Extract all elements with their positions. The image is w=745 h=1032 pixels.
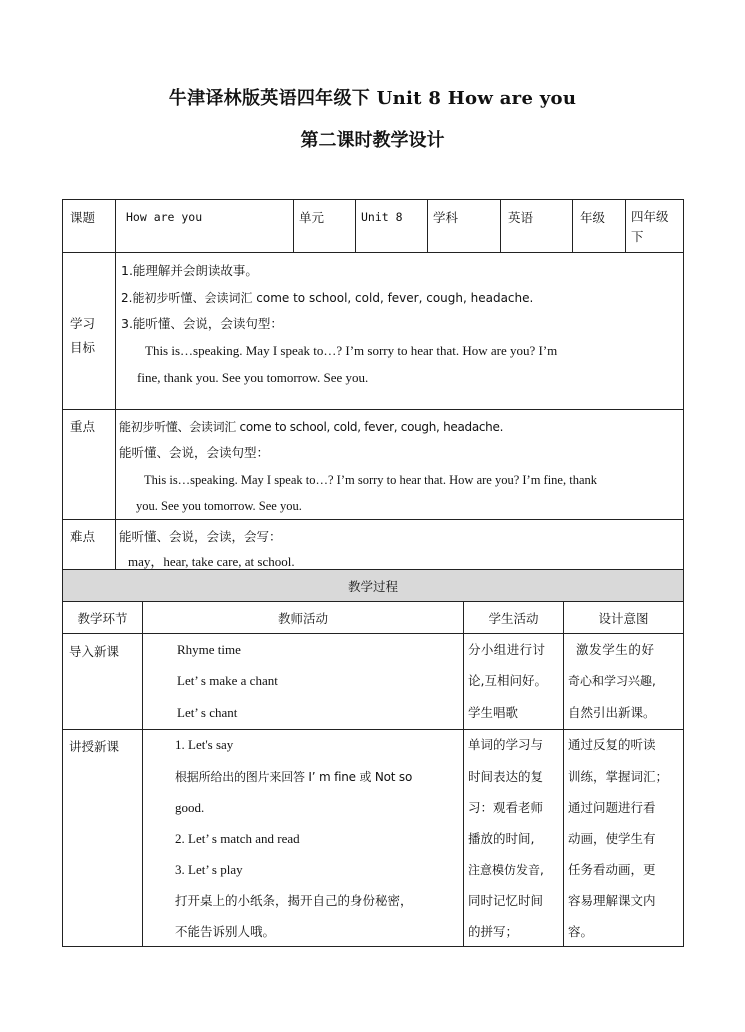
- document-subtitle: 第二课时教学设计: [300, 130, 445, 151]
- design-intent-line: 动画，使学生有: [568, 831, 656, 846]
- student-activity-line: 同时记忆时间: [468, 893, 544, 908]
- objectives-content: [116, 253, 684, 410]
- objective-line: 2.能初步听懂、会读词汇 come to school, cold, fever, cough, headache.: [121, 291, 534, 305]
- column-header: 教师活动: [143, 602, 464, 634]
- teacher-activity-line: 2. Let’ s match and read: [175, 831, 300, 846]
- student-activity-line: 习：观看老师: [468, 800, 544, 815]
- design-intent-cell: [564, 730, 684, 947]
- stage-cell: 讲授新课: [63, 730, 143, 947]
- design-intent-line: 奇心和学习兴趣,: [568, 674, 656, 688]
- key-point-line: you. See you tomorrow. See you.: [136, 499, 302, 513]
- student-activity-line: 的拼写；: [468, 924, 519, 939]
- key-point-line: 能初步听懂、会读词汇 come to school, cold, fever, cough, headache.: [119, 420, 504, 434]
- teacher-activity-line: 3. Let’ s play: [175, 862, 243, 877]
- unit-label: 单元: [294, 200, 356, 253]
- student-activity-cell: [464, 730, 564, 947]
- student-activity-line: 播放的时间,: [468, 831, 535, 846]
- column-header: 教学环节: [63, 602, 143, 634]
- stage-cell: 导入新课: [63, 634, 143, 730]
- teacher-activity-line: 不能告诉别人哦。: [175, 924, 276, 939]
- objective-line: fine, thank you. See you tomorrow. See you.: [137, 370, 369, 385]
- difficulty-line: may，hear, take care, at school.: [128, 554, 295, 569]
- key-point-line: 能听懂、会说，会读句型：: [119, 445, 270, 460]
- teacher-activity-line: Let’ s chant: [177, 705, 238, 720]
- design-intent-line: 容。: [568, 924, 594, 939]
- difficulties-label: 难点: [63, 520, 116, 574]
- grade-value: 四年级下: [626, 200, 684, 253]
- student-activity-line: 分小组进行讨: [468, 642, 546, 657]
- difficulty-line: 能听懂、会说，会读，会写：: [119, 529, 282, 544]
- design-intent-line: 容易理解课文内: [568, 893, 656, 908]
- student-activity-line: 注意模仿发音,: [468, 863, 544, 877]
- process-header: 教学过程: [63, 570, 684, 602]
- design-intent-line: 通过反复的听读: [568, 737, 656, 752]
- subject-label: 学科: [428, 200, 501, 253]
- objective-line: 1.能理解并会朗读故事。: [121, 263, 258, 278]
- teacher-activity-line: good.: [175, 800, 205, 815]
- column-header: 设计意图: [564, 602, 684, 634]
- design-intent-cell: [564, 634, 684, 730]
- unit-value: Unit 8: [356, 200, 428, 253]
- design-intent-line: 训练，掌握词汇；: [568, 769, 669, 784]
- document-title: 牛津译林版英语四年级下 Unit 8 How are you: [168, 88, 577, 109]
- difficulties-content: [116, 520, 684, 574]
- teacher-activity-line: 1. Let's say: [175, 737, 234, 752]
- student-activity-line: 论,互相问好。: [468, 673, 547, 688]
- teacher-activity-cell: [143, 730, 464, 947]
- design-intent-line: 通过问题进行看: [568, 800, 656, 815]
- student-activity-line: 时间表达的复: [468, 769, 544, 784]
- design-intent-line: 任务看动画，更: [568, 862, 656, 877]
- grade-label: 年级: [573, 200, 626, 253]
- student-activity-line: 学生唱歌: [468, 705, 519, 720]
- topic-label: 课题: [63, 200, 116, 253]
- student-activity-line: 单词的学习与: [468, 737, 544, 752]
- column-header: 学生活动: [464, 602, 564, 634]
- teacher-activity-cell: [143, 634, 464, 730]
- teacher-activity-line: 打开桌上的小纸条，揭开自己的身份秘密，: [175, 893, 413, 908]
- teacher-activity-line: Let’ s make a chant: [177, 673, 278, 688]
- objective-line: This is…speaking. May I speak to…? I’m sorry to hear that. How are you? I’m: [145, 343, 558, 358]
- student-activity-cell: [464, 634, 564, 730]
- design-intent-line: 自然引出新课。: [568, 705, 656, 720]
- key-point-line: This is…speaking. May I speak to…? I’m sorry to hear that. How are you? I’m fine, thank: [144, 473, 598, 487]
- key-points-content: [116, 410, 684, 520]
- design-intent-line: 激发学生的好: [576, 642, 655, 657]
- topic-value: How are you: [116, 200, 294, 253]
- objectives-label: 学习目标: [63, 253, 116, 410]
- subject-value: 英语: [501, 200, 573, 253]
- key-points-label: 重点: [63, 410, 116, 520]
- info-table: [62, 199, 684, 574]
- teacher-activity-line: 根据所给出的图片来回答 I’ m fine 或 Not so: [175, 770, 413, 784]
- process-table: [62, 569, 684, 947]
- objective-line: 3.能听懂、会说，会读句型：: [121, 316, 283, 331]
- teacher-activity-line: Rhyme time: [177, 642, 241, 657]
